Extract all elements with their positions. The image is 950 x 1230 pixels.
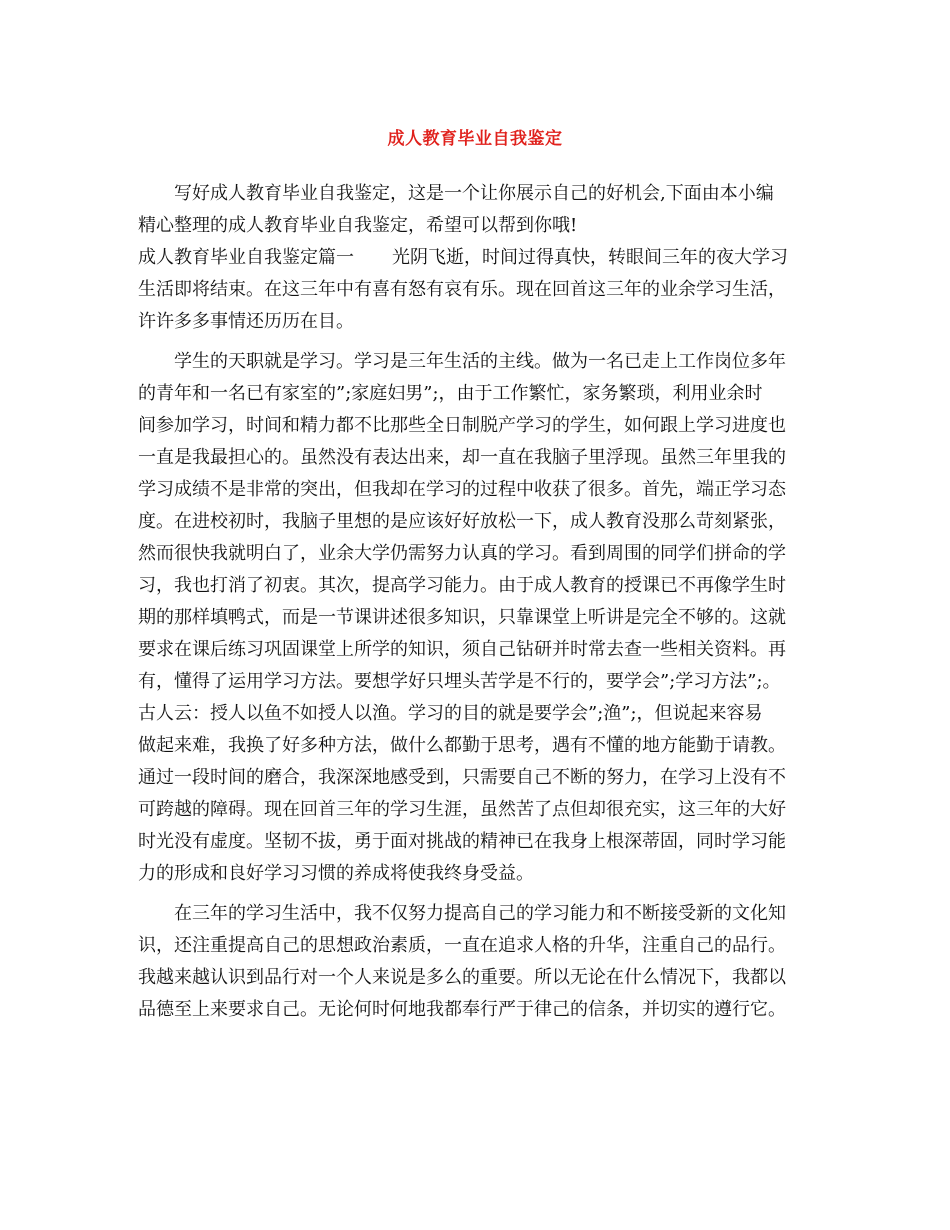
document-title: 成人教育毕业自我鉴定	[387, 129, 563, 149]
intro-line-2: 精心整理的成人教育毕业自我鉴定，希望可以帮到你哦!	[138, 215, 578, 236]
section-1-line-1-text: 光阴飞逝，时间过得真快，转眼间三年的夜大学习	[392, 247, 788, 268]
paragraph-2-line: 学生的天职就是学习。学习是三年生活的主线。做为一名已走上工作岗位多年	[174, 351, 786, 372]
paragraph-3-line: 我越来越认识到品行对一个人来说是多么的重要。所以无论在什么情况下，我都以	[138, 967, 786, 988]
paragraph-2-line: 做起来难，我换了好多种方法，做什么都勤于思考，遇有不懂的地方能勤于请教。	[138, 735, 786, 756]
intro-line-1: 写好成人教育毕业自我鉴定，这是一个让你展示自己的好机会,下面由本小编	[174, 183, 774, 204]
paragraph-3-line: 识，还注重提高自己的思想政治素质，一直在追求人格的升华，注重自己的品行。	[138, 935, 786, 956]
section-1-line-3: 许许多多事情还历历在目。	[138, 311, 354, 332]
paragraph-2	[138, 346, 814, 890]
section-1-heading: 成人教育毕业自我鉴定篇一	[138, 247, 354, 268]
paragraph-3-line: 品德至上来要求自己。无论何时何地我都奉行严于律己的信条，并切实的遵行它。	[138, 999, 786, 1020]
paragraph-2-line: 可跨越的障碍。现在回首三年的学习生涯，虽然苦了点但却很充实，这三年的大好	[138, 799, 786, 820]
paragraph-2-line: 有，懂得了运用学习方法。要想学好只埋头苦学是不行的，要学会”;学习方法”;。	[138, 671, 781, 692]
document-body	[138, 178, 814, 1026]
paragraph-2-line: 力的形成和良好学习习惯的养成将使我终身受益。	[138, 863, 534, 884]
paragraph-2-line: 通过一段时间的磨合，我深深地感受到，只需要自己不断的努力，在学习上没有不	[138, 767, 786, 788]
paragraph-3	[138, 898, 814, 1026]
paragraph-2-line: 度。在进校初时，我脑子里想的是应该好好放松一下，成人教育没那么苛刻紧张，	[138, 511, 786, 532]
paragraph-2-line: 时光没有虚度。坚韧不拔，勇于面对挑战的精神已在我身上根深蒂固，同时学习能	[138, 831, 786, 852]
section-1-line-2: 生活即将结束。在这三年中有喜有怒有哀有乐。现在回首这三年的业余学习生活，	[138, 279, 786, 300]
paragraph-2-line: 学习成绩不是非常的突出，但我却在学习的过程中收获了很多。首先，端正学习态	[138, 479, 786, 500]
section-1-paragraph	[138, 242, 814, 338]
paragraph-2-line: 古人云：授人以鱼不如授人以渔。学习的目的就是要学会”;渔”;，但说起来容易	[138, 703, 763, 724]
paragraph-2-line: 的青年和一名已有家室的”;家庭妇男”;，由于工作繁忙，家务繁琐，利用业余时	[138, 383, 763, 404]
paragraph-2-line: 期的那样填鸭式，而是一节课讲述很多知识，只靠课堂上听讲是完全不够的。这就	[138, 607, 786, 628]
intro-paragraph	[138, 178, 814, 242]
paragraph-2-line: 要求在课后练习巩固课堂上所学的知识，须自己钻研并时常去查一些相关资料。再	[138, 639, 786, 660]
paragraph-2-line: 一直是我最担心的。虽然没有表达出来，却一直在我脑子里浮现。虽然三年里我的	[138, 447, 786, 468]
section-1-line-1	[138, 242, 814, 274]
paragraph-2-line: 然而很快我就明白了，业余大学仍需努力认真的学习。看到周围的同学们拼命的学	[138, 543, 786, 564]
paragraph-3-line: 在三年的学习生活中，我不仅努力提高自己的学习能力和不断接受新的文化知	[174, 903, 786, 924]
paragraph-2-line: 习，我也打消了初衷。其次，提高学习能力。由于成人教育的授课已不再像学生时	[138, 575, 786, 596]
paragraph-2-line: 间参加学习，时间和精力都不比那些全日制脱产学习的学生，如何跟上学习进度也	[138, 415, 786, 436]
